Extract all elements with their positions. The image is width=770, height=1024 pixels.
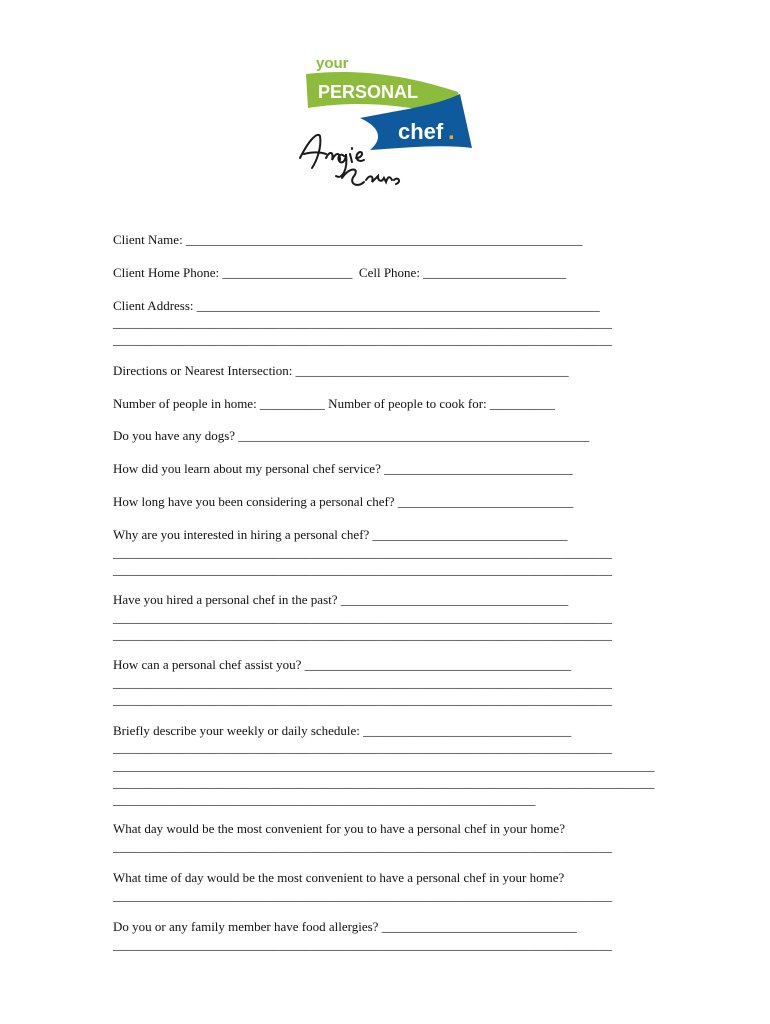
convenient-time-line[interactable]: ______________________________________________________________________________ xyxy=(113,888,612,903)
food-allergies-field[interactable]: Do you or any family member have food allergies? ______________________________ xyxy=(113,919,577,934)
food-allergies-extra-line[interactable]: ______________________________________________________________________________ xyxy=(113,937,612,952)
logo-chef-text: chef xyxy=(398,119,444,144)
schedule-extra-line[interactable]: _____________________________________________________________________________________ xyxy=(113,775,655,790)
directions-field[interactable]: Directions or Nearest Intersection: __________________________________________ xyxy=(113,363,569,378)
hired-extra-line[interactable]: ______________________________________________________________________________ xyxy=(113,627,612,642)
phone-fields[interactable]: Client Home Phone: ____________________ Cell Phone: ______________________ xyxy=(113,265,567,280)
assist-extra-line[interactable]: ______________________________________________________________________________ xyxy=(113,675,612,690)
client-address-field[interactable]: Client Address: ______________________________________________________________ xyxy=(113,298,600,313)
schedule-extra-line[interactable]: ______________________________________________________________________________ xyxy=(113,740,612,755)
personal-chef-logo xyxy=(290,40,490,200)
interest-extra-line[interactable]: ______________________________________________________________________________ xyxy=(113,562,612,577)
interest-field[interactable]: Why are you interested in hiring a personal chef? ______________________________ xyxy=(113,527,568,542)
convenient-day-line[interactable]: ______________________________________________________________________________ xyxy=(113,839,612,854)
schedule-extra-line[interactable]: _________________________________________________________________ xyxy=(113,792,536,807)
dogs-field[interactable]: Do you have any dogs? ______________________________________________________ xyxy=(113,428,590,443)
convenient-time-question: What time of day would be the most convenient to have a personal chef in your home? xyxy=(113,870,565,885)
considering-field[interactable]: How long have you been considering a personal chef? ___________________________ xyxy=(113,494,574,509)
schedule-extra-line[interactable]: _____________________________________________________________________________________ xyxy=(113,758,655,773)
hired-extra-line[interactable]: ______________________________________________________________________________ xyxy=(113,610,612,625)
client-name-field[interactable]: Client Name: _____________________________________________________________ xyxy=(113,232,583,247)
logo-your-text: your xyxy=(316,55,349,72)
address-extra-line[interactable]: ______________________________________________________________________________ xyxy=(113,332,612,347)
address-extra-line[interactable]: ______________________________________________________________________________ xyxy=(113,315,612,330)
interest-extra-line[interactable]: ______________________________________________________________________________ xyxy=(113,545,612,560)
people-count-fields[interactable]: Number of people in home: __________ Number of people to cook for: __________ xyxy=(113,396,555,411)
assist-extra-line[interactable]: ______________________________________________________________________________ xyxy=(113,692,612,707)
schedule-field[interactable]: Briefly describe your weekly or daily schedule: ________________________________ xyxy=(113,723,572,738)
assist-field[interactable]: How can a personal chef assist you? _________________________________________ xyxy=(113,657,572,672)
convenient-day-question: What day would be the most convenient for you to have a personal chef in your home? xyxy=(113,821,565,836)
hired-before-field[interactable]: Have you hired a personal chef in the past? ___________________________________ xyxy=(113,592,569,607)
logo-dot: . xyxy=(448,118,455,145)
logo-personal-text: PERSONAL xyxy=(318,82,419,102)
learn-about-field[interactable]: How did you learn about my personal chef service? _____________________________ xyxy=(113,461,573,476)
